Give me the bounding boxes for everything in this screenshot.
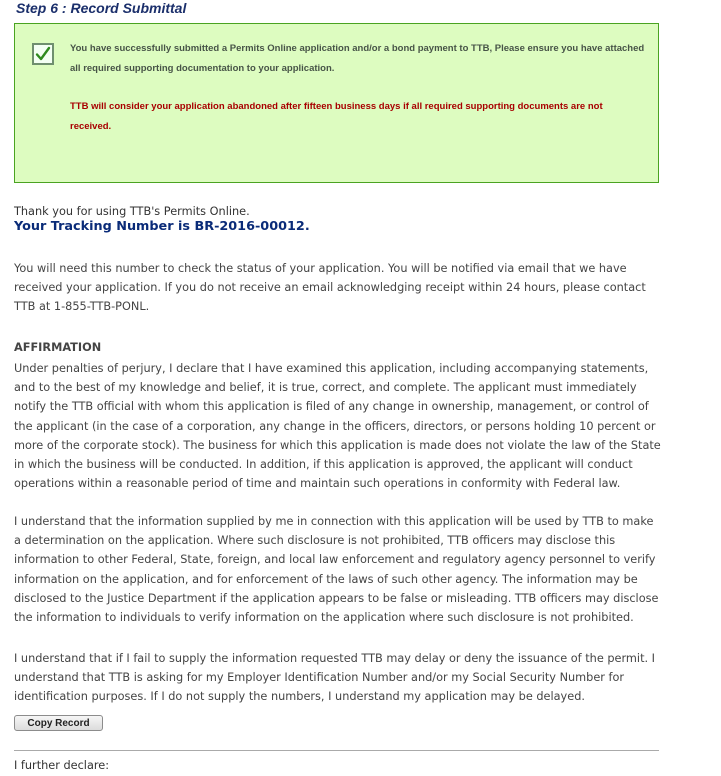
checkmark-icon bbox=[32, 43, 54, 65]
affirmation-paragraph-2: I understand that the information supplied by me in connection with this application will be used by TTB to make a determination on the application. Where such disclosure is not prohibited, TTB officers may disclose this information to other Federal, State, foreign, and local law enforcement and regulatory agency personnel to verify information on the application, and for enforcement of the laws of such other agency. The information may be disclosed to the Justice Department if the application appears to be false or misleading. TTB officers may disclose the information to individuals to verify information on the application where such disclosure is not prohibited. bbox=[14, 515, 659, 625]
divider bbox=[14, 750, 659, 751]
success-message-box bbox=[14, 23, 659, 183]
page-title: Step 6 : Record Submittal bbox=[16, 0, 187, 16]
copy-record-button[interactable]: Copy Record bbox=[14, 715, 103, 731]
affirmation-heading: AFFIRMATION bbox=[14, 341, 102, 354]
affirmation-paragraph-1: Under penalties of perjury, I declare that I have examined this application, including accompanying statements, and to the best of my knowledge and belief, it is true, correct, and complete. The applicant must immediately notify the TTB official with whom this application is filed of any change in ownership, management, or control of the applicant (in the case of a corporation, any change in the officers, directors, or persons holding 10 percent or more of the corporate stock). The business for which this application is made does not violate the law of the State in which the business will be conducted. In addition, if this application is approved, the applicant will conduct operations within a reasonable period of time and maintain such operations in conformity with Federal law. bbox=[14, 362, 661, 491]
success-message: You have successfully submitted a Permits Online application and/or a bond payment to TTB, Please ensure you have attached all required supporting documentation to your application. bbox=[70, 43, 645, 74]
affirmation-paragraph-3: I understand that if I fail to supply the information requested TTB may delay or deny the issuance of the permit. I understand that TTB is asking for my Employer Identification Number and/or my Social Security Number for identification purposes. If I do not supply the numbers, I understand my application may be delayed. bbox=[14, 652, 656, 704]
thank-you-text: Thank you for using TTB's Permits Online. bbox=[14, 205, 250, 218]
notice-paragraph: You will need this number to check the status of your application. You will be notified via email that we have received your application. If you do not receive an email acknowledging receipt within 24 hours, please contact TTB at 1-855-TTB-PONL. bbox=[14, 262, 646, 314]
abandonment-warning: TTB will consider your application abandoned after fifteen business days if all required supporting documents are not received. bbox=[70, 101, 603, 132]
further-declare-text: I further declare: bbox=[14, 759, 110, 772]
tracking-number: Your Tracking Number is BR-2016-00012. bbox=[14, 219, 310, 234]
